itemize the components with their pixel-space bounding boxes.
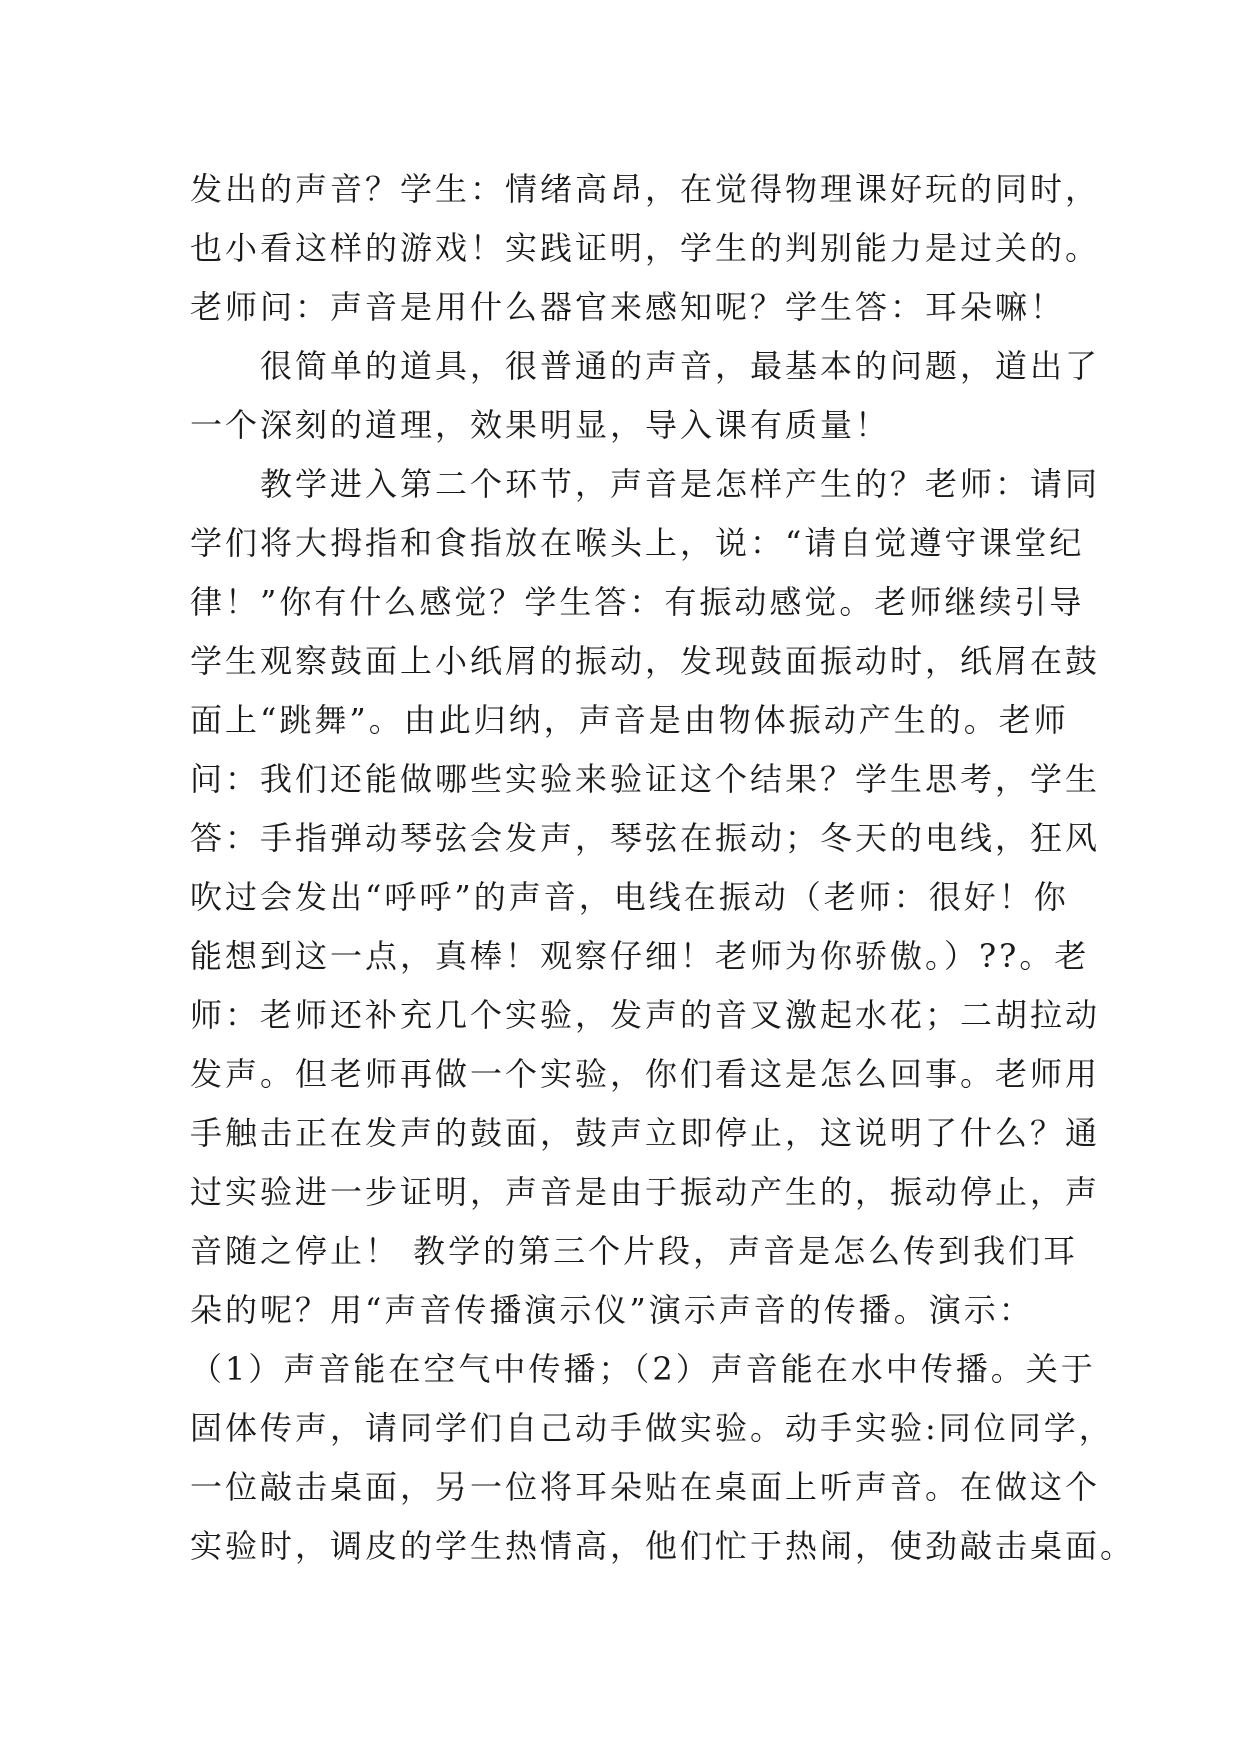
text-line: （1）声音能在空气中传播；（2）声音能在水中传播。关于 — [190, 1350, 1096, 1388]
text-line: 音随之停止！ 教学的第三个片段，声音是怎么传到我们耳 — [190, 1232, 1079, 1270]
text-line: 问：我们还能做哪些实验来验证这个结果？学生思考，学生 — [190, 760, 1101, 798]
body-text — [190, 160, 1136, 1576]
text-line: 学们将大拇指和食指放在喉头上，说：“请自觉遵守课堂纪 — [190, 524, 1085, 562]
text-line: 学生观察鼓面上小纸屑的振动，发现鼓面振动时，纸屑在鼓 — [190, 642, 1101, 680]
text-line: 教学进入第二个环节，声音是怎样产生的？老师：请同 — [190, 465, 1101, 503]
text-line: 手触击正在发声的鼓面，鼓声立即停止，这说明了什么？通 — [190, 1114, 1101, 1152]
text-line: 朵的呢？用“声音传播演示仪”演示声音的传播。演示： — [190, 1291, 1034, 1329]
text-line: 能想到这一点，真棒！观察仔细！老师为你骄傲。）??。老 — [190, 937, 1090, 975]
text-line: 很简单的道具，很普通的声音，最基本的问题，道出了 — [190, 347, 1101, 385]
text-line: 发出的声音？学生：情绪高昂，在觉得物理课好玩的同时， — [190, 170, 1101, 208]
text-line: 面上“跳舞”。由此归纳，声音是由物体振动产生的。老师 — [190, 701, 1069, 739]
text-line: 吹过会发出“呼呼”的声音，电线在振动（老师：很好！你 — [190, 878, 1069, 916]
text-line: 答：手指弹动琴弦会发声，琴弦在振动；冬天的电线，狂风 — [190, 819, 1101, 857]
text-line: 师：老师还补充几个实验，发声的音叉激起水花；二胡拉动 — [190, 996, 1101, 1034]
text-line: 一位敲击桌面，另一位将耳朵贴在桌面上听声音。在做这个 — [190, 1468, 1101, 1506]
text-line: 实验时，调皮的学生热情高，他们忙于热闹，使劲敲击桌面。 — [190, 1527, 1136, 1565]
text-line: 发声。但老师再做一个实验，你们看这是怎么回事。老师用 — [190, 1055, 1101, 1093]
text-line: 老师问：声音是用什么器官来感知呢？学生答：耳朵嘛！ — [190, 288, 1066, 326]
text-line: 也小看这样的游戏！实践证明，学生的判别能力是过关的。 — [190, 229, 1101, 267]
text-line: 过实验进一步证明，声音是由于振动产生的，振动停止，声 — [190, 1173, 1101, 1211]
text-line: 一个深刻的道理，效果明显，导入课有质量！ — [190, 406, 891, 444]
text-line: 律！”你有什么感觉？学生答：有振动感觉。老师继续引导 — [190, 583, 1085, 621]
text-line: 固体传声，请同学们自己动手做实验。动手实验:同位同学， — [190, 1409, 1114, 1447]
